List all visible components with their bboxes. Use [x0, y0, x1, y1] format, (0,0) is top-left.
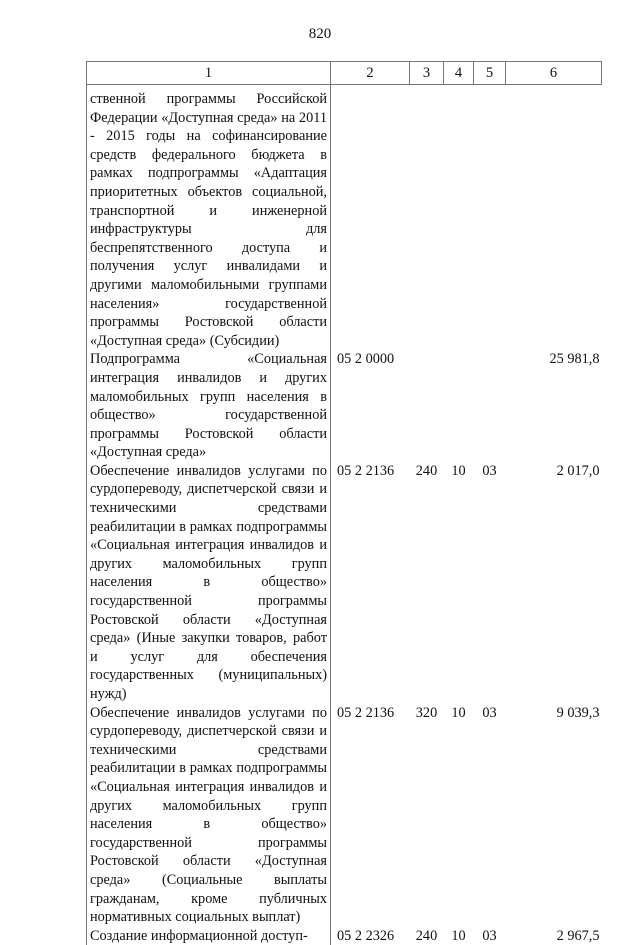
row-description: Подпрограмма «Социальная интеграция инвалидов и других маломобильных групп населения в общество» государственной программы Ростовской области «Доступная среда»: [87, 350, 331, 462]
budget-table: [86, 61, 602, 945]
row-subsection: 03: [482, 927, 497, 944]
row-subsection: 03: [482, 704, 497, 721]
row-code: 05 2 2136: [337, 462, 395, 479]
row-section: 10: [451, 462, 466, 479]
row-description: ственной программы Российской Федерации «Доступная среда» на 2011 - 2015 годы на софинансирование средств федерального бюджета в рамках подпрограммы «Адаптация приоритетных объектов социальной, транспортной и инженерной инфраструктуры для беспрепятственного доступа и получения услуг инвалидами и другими маломобильными группами населения» государственной программы Ростовской области «Доступная среда» (Субсидии): [87, 85, 331, 351]
table-row: [87, 462, 602, 704]
row-expense-type: [410, 350, 444, 462]
row-section: [444, 85, 474, 351]
page-number: 820: [308, 26, 332, 42]
table-row: [87, 85, 602, 351]
column-header-5: 5: [474, 62, 506, 85]
table-row: [87, 927, 602, 945]
row-expense-type: 320: [415, 704, 438, 721]
row-section: 10: [451, 704, 466, 721]
column-header-2: 2: [331, 62, 410, 85]
header-row: [87, 62, 602, 85]
table-row: [87, 350, 602, 462]
row-code: 05 2 2326: [337, 927, 395, 944]
row-description: Создание информационной доступ-: [87, 927, 331, 945]
column-header-4: 4: [444, 62, 474, 85]
row-sum: 2 017,0: [556, 462, 600, 479]
column-header-1: 1: [87, 62, 331, 85]
column-header-3: 3: [410, 62, 444, 85]
row-code: [331, 85, 410, 351]
row-expense-type: 240: [415, 927, 438, 944]
column-header-6: 6: [506, 62, 602, 85]
row-sum: 2 967,5: [556, 927, 600, 944]
row-section: 10: [451, 927, 466, 944]
row-sum: 9 039,3: [556, 704, 600, 721]
row-subsection: [474, 85, 506, 351]
row-code: 05 2 2136: [337, 704, 395, 721]
row-expense-type: [410, 85, 444, 351]
row-subsection: [474, 350, 506, 462]
row-sum: [506, 85, 602, 351]
row-section: [444, 350, 474, 462]
row-sum: 25 981,8: [549, 351, 600, 368]
row-description: Обеспечение инвалидов услугами по сурдопереводу, диспетчерской связи и техническими средствами реабилитации в рамках подпрограммы «Социальная интеграция инвалидов и других маломобильных групп населения в общество» государственной программы Ростовской области «Доступная среда» (Социальные выплаты гражданам, кроме публичных нормативных социальных выплат): [87, 704, 331, 927]
table-row: [87, 704, 602, 927]
row-description: Обеспечение инвалидов услугами по сурдопереводу, диспетчерской связи и техническими средствами реабилитации в рамках подпрограммы «Социальная интеграция инвалидов и других маломобильных групп населения в общество» государственной программы Ростовской области «Доступная среда» (Иные закупки товаров, работ и услуг для обеспечения государственных (муниципальных) нужд): [87, 462, 331, 704]
row-expense-type: 240: [415, 462, 438, 479]
row-subsection: 03: [482, 462, 497, 479]
row-code: 05 2 0000: [337, 351, 395, 368]
